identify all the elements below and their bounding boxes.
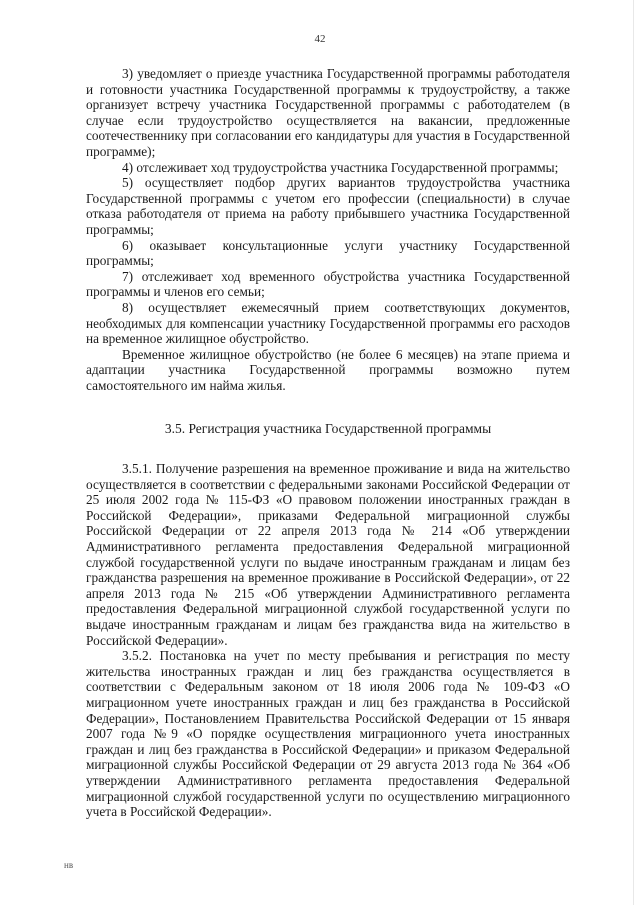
document-body — [86, 66, 570, 820]
list-item-7: 7) отслеживает ход временного обустройства участника Государственной программы и членов его семьи; — [86, 268, 570, 300]
housing-paragraph: Временное жилищное обустройство (не более 6 месяцев) на этапе приема и адаптации участника Государственной программы возможно путем самостоятельного им найма жилья. — [86, 346, 570, 393]
page-number: 42 — [314, 33, 326, 45]
section-heading: 3.5. Регистрация участника Государственной программы — [164, 421, 492, 437]
scan-edge-line — [633, 0, 634, 905]
paragraph-3-5-2: 3.5.2. Постановка на учет по месту пребывания и регистрация по месту жительства иностранных граждан и лиц без гражданства осуществляется в соответствии с Федеральным законом от 18 июля 2006 года № 109-ФЗ «О миграционном учете иностранных граждан и лиц без гражданства в Российской Федерации», Постановлением Правительства Российской Федерации от 15 января 2007 года №9 «О порядке осуществления миграционного учета иностранных граждан и лиц без гражданства в Российской Федерации» и приказом Федеральной миграционной службы Российской Федерации от 29 августа 2013 года № 364 «Об утверждении Административного регламента предоставления Федеральной миграционной службой государственной услуги по осуществлению миграционного учета в Российской Федерации». — [86, 648, 570, 820]
list-item-6: 6) оказывает консультационные услуги участнику Государственной программы; — [86, 237, 570, 269]
list-item-3: 3) уведомляет о приезде участника Государственной программы работодателя и готовности участника Государственной программы к трудоустройству, а также организует встречу участника Государственной программы с работодателем (в случае если трудоустройство осуществляется на вакансии, предложенные соотечественнику при согласовании его кандидатуры для участия в Государственной программе); — [86, 66, 570, 159]
paragraph-3-5-1: 3.5.1. Получение разрешения на временное проживание и вида на жительство осуществляется в соответствии с федеральными законами Российской Федерации от 25 июля 2002 года № 115-ФЗ «О правовом положении иностранных граждан в Российской Федерации», приказами Федеральной миграционной службы Российской Федерации от 22 апреля 2013 года № 214 «Об утверждении Административного регламента предоставления Федеральной миграционной службой государственной услуги по выдаче иностранным гражданам и лицам без гражданства разрешения на временное проживание в Российской Федерации», от 22 апреля 2013 года № 215 «Об утверждении Административного регламента предоставления Федеральной миграционной службой государственной услуги по выдаче иностранным гражданам и лицам без гражданства вида на жительство в Российской Федерации». — [86, 461, 570, 648]
footer-mark: нв — [64, 860, 74, 870]
list-item-5: 5) осуществляет подбор других вариантов трудоустройства участника Государственной программы с учетом его профессии (специальности) в случае отказа работодателя от приема на работу прибывшего участника Государственной программы; — [86, 175, 570, 237]
list-item-8: 8) осуществляет ежемесячный прием соответствующих документов, необходимых для компенсации участнику Государственной программы его расходов на временное жилищное обустройство. — [86, 299, 570, 347]
list-item-4: 4) отслеживает ход трудоустройства участника Государственной программы; — [122, 159, 559, 175]
